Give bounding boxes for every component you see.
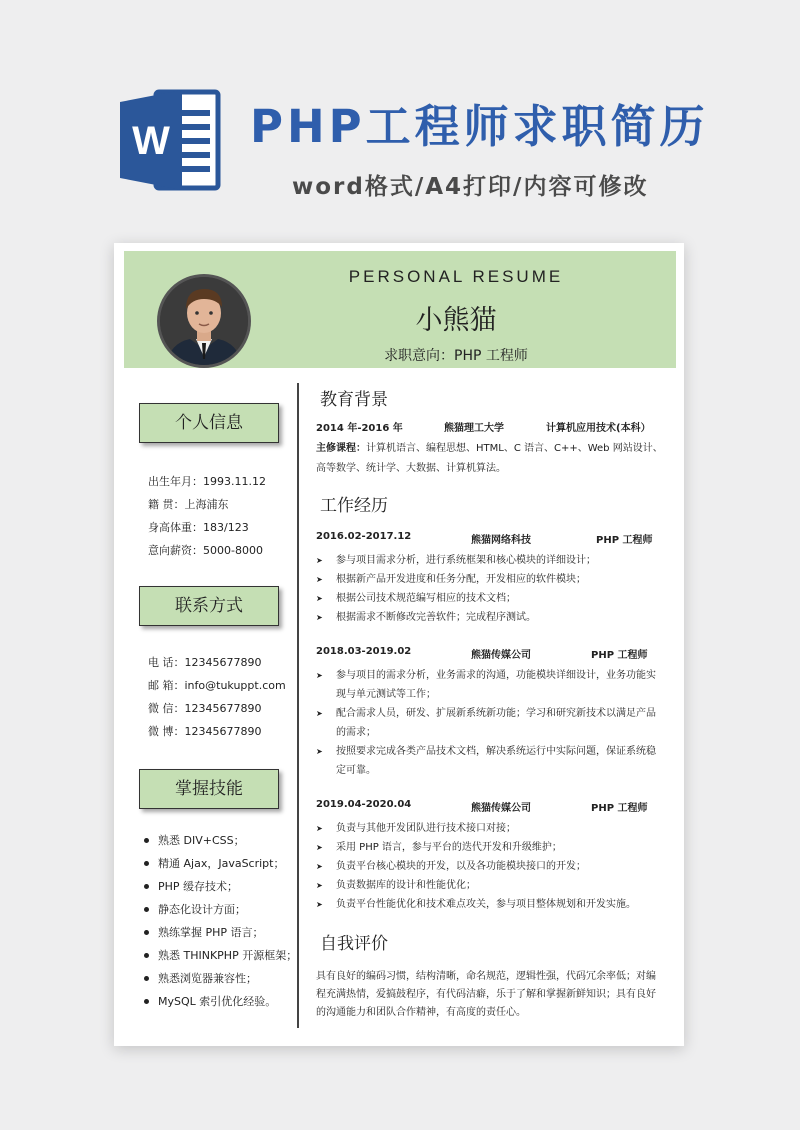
- arrow-bullet-icon: ➤: [316, 881, 323, 890]
- arrow-bullet-icon: ➤: [316, 594, 323, 603]
- portrait-image: [160, 277, 248, 365]
- job-company: 熊猫传媒公司: [471, 803, 531, 814]
- word-document-icon: [118, 86, 226, 194]
- job-role: PHP 工程师: [591, 803, 648, 814]
- skill-item: MySQL 索引优化经验。: [144, 993, 276, 1009]
- candidate-name: 小熊猫: [415, 305, 497, 336]
- job-duty: ➤ 参与项目的需求分析，业务需求的沟通，功能模块详细设计，业务功能实: [316, 670, 656, 681]
- banner-subtitle: word格式/A4打印/内容可修改: [292, 174, 649, 200]
- bullet-icon: [144, 861, 149, 866]
- skill-item: 熟练掌握 PHP 语言；: [144, 924, 264, 940]
- job-period: 2016.02-2017.12: [316, 531, 412, 542]
- skill-item: 精通 Ajax，JavaScript；: [144, 855, 284, 871]
- bullet-icon: [144, 930, 149, 935]
- job-duty: ➤ 采用 PHP 语言，参与平台的迭代开发和升级维护；: [316, 842, 562, 853]
- bullet-icon: [144, 838, 149, 843]
- job-duty: ➤ 负责与其他开发团队进行技术接口对接；: [316, 823, 516, 834]
- education-row: [316, 419, 666, 435]
- contact-weibo: 微 博：12345677890: [148, 725, 262, 738]
- job-duty: ➤ 根据公司技术规范编写相应的技术文档；: [316, 593, 516, 604]
- personal-info-heading: 个人信息: [139, 403, 279, 443]
- bullet-icon: [144, 999, 149, 1004]
- arrow-bullet-icon: ➤: [316, 843, 323, 852]
- resume-title: PERSONAL RESUME: [348, 267, 564, 286]
- personal-height-weight: 身高体重：183/123: [148, 521, 249, 534]
- job-duty: ➤ 负责平台性能优化和技术难点攻关，参与项目整体规划和开发实施。: [316, 899, 636, 910]
- self-eval-line: 程充满热情，爱搞鼓程序，有代码洁癖，乐于了解和掌握新鲜知识；具有良好: [316, 989, 656, 1000]
- arrow-bullet-icon: ➤: [316, 575, 323, 584]
- arrow-bullet-icon: ➤: [316, 824, 323, 833]
- job-duty: ➤ 根据新产品开发进度和任务分配，开发相应的软件模块；: [316, 574, 586, 585]
- job-duty: ➤ 配合需求人员，研发、扩展新系统新功能；学习和研究新技术以满足产品: [316, 708, 656, 719]
- skill-item: 静态化设计方面；: [144, 901, 246, 917]
- contact-email: 邮 箱：info@tukuppt.com: [148, 679, 286, 692]
- skill-item: 熟悉 DIV+CSS；: [144, 832, 245, 848]
- education-courses: 主修课程：计算机语言、编程思想、HTML、C 语言、C++、Web 网站设计、: [316, 443, 663, 454]
- arrow-bullet-icon: ➤: [316, 556, 323, 565]
- education-period: 2014 年-2016 年: [316, 423, 403, 434]
- avatar: [157, 274, 251, 368]
- skill-item: PHP 缓存技术；: [144, 878, 238, 894]
- arrow-bullet-icon: ➤: [316, 747, 323, 756]
- job-period: 2019.04-2020.04: [316, 799, 412, 810]
- job-company: 熊猫传媒公司: [471, 650, 531, 661]
- job-duty-cont: 的需求；: [336, 727, 376, 738]
- resume-page: [114, 243, 684, 1046]
- personal-hometown: 籍 贯：上海浦东: [148, 498, 229, 511]
- arrow-bullet-icon: ➤: [316, 900, 323, 909]
- job-company: 熊猫网络科技: [471, 535, 531, 546]
- skill-item: 熟悉 THINKPHP 开源框架；: [144, 947, 297, 963]
- word-logo-letter: W: [132, 119, 170, 163]
- job-duty: ➤ 参与项目需求分析，进行系统框架和核心模块的详细设计；: [316, 555, 596, 566]
- personal-salary: 意向薪资：5000-8000: [148, 544, 263, 557]
- job-period: 2018.03-2019.02: [316, 646, 412, 657]
- arrow-bullet-icon: ➤: [316, 671, 323, 680]
- column-divider: [297, 383, 299, 1028]
- self-eval-line: 的沟通能力和团队合作精神，有高度的责任心。: [316, 1007, 526, 1018]
- arrow-bullet-icon: ➤: [316, 709, 323, 718]
- arrow-bullet-icon: ➤: [316, 862, 323, 871]
- education-courses-cont: 高等数学、统计学、大数据、计算机算法。: [316, 463, 506, 474]
- bullet-icon: [144, 907, 149, 912]
- self-eval-heading: 自我评价: [320, 934, 388, 954]
- resume-header-band: [124, 251, 676, 368]
- contact-phone: 电 话：12345677890: [148, 656, 262, 669]
- contact-wechat: 微 信：12345677890: [148, 702, 262, 715]
- job-role: PHP 工程师: [596, 535, 653, 546]
- contact-heading: 联系方式: [139, 586, 279, 626]
- job-duty-cont: 现与单元测试等工作；: [336, 689, 436, 700]
- personal-birth: 出生年月：1993.11.12: [148, 475, 266, 488]
- arrow-bullet-icon: ➤: [316, 613, 323, 622]
- job-duty-cont: 定可靠。: [336, 765, 376, 776]
- skills-heading: 掌握技能: [139, 769, 279, 809]
- education-heading: 教育背景: [320, 390, 388, 410]
- job-duty: ➤ 负责数据库的设计和性能优化；: [316, 880, 476, 891]
- job-intent: 求职意向：PHP 工程师: [384, 348, 528, 364]
- job-row: [316, 646, 666, 662]
- work-heading: 工作经历: [320, 496, 388, 516]
- job-duty: ➤ 按照要求完成各类产品技术文档，解决系统运行中实际问题，保证系统稳: [316, 746, 656, 757]
- job-row: [316, 531, 666, 547]
- bullet-icon: [144, 884, 149, 889]
- skill-item: 熟悉浏览器兼容性；: [144, 970, 257, 986]
- banner-title: PHP工程师求职简历: [250, 100, 709, 153]
- bullet-icon: [144, 953, 149, 958]
- self-eval-line: 具有良好的编码习惯，结构清晰，命名规范，逻辑性强，代码冗余率低；对编: [316, 971, 656, 982]
- education-major: 计算机应用技术(本科）: [546, 423, 651, 434]
- job-duty: ➤ 负责平台核心模块的开发，以及各功能模块接口的开发；: [316, 861, 586, 872]
- job-duty: ➤ 根据需求不断修改完善软件；完成程序测试。: [316, 612, 536, 623]
- job-role: PHP 工程师: [591, 650, 648, 661]
- education-school: 熊猫理工大学: [444, 423, 504, 434]
- job-row: [316, 799, 666, 815]
- bullet-icon: [144, 976, 149, 981]
